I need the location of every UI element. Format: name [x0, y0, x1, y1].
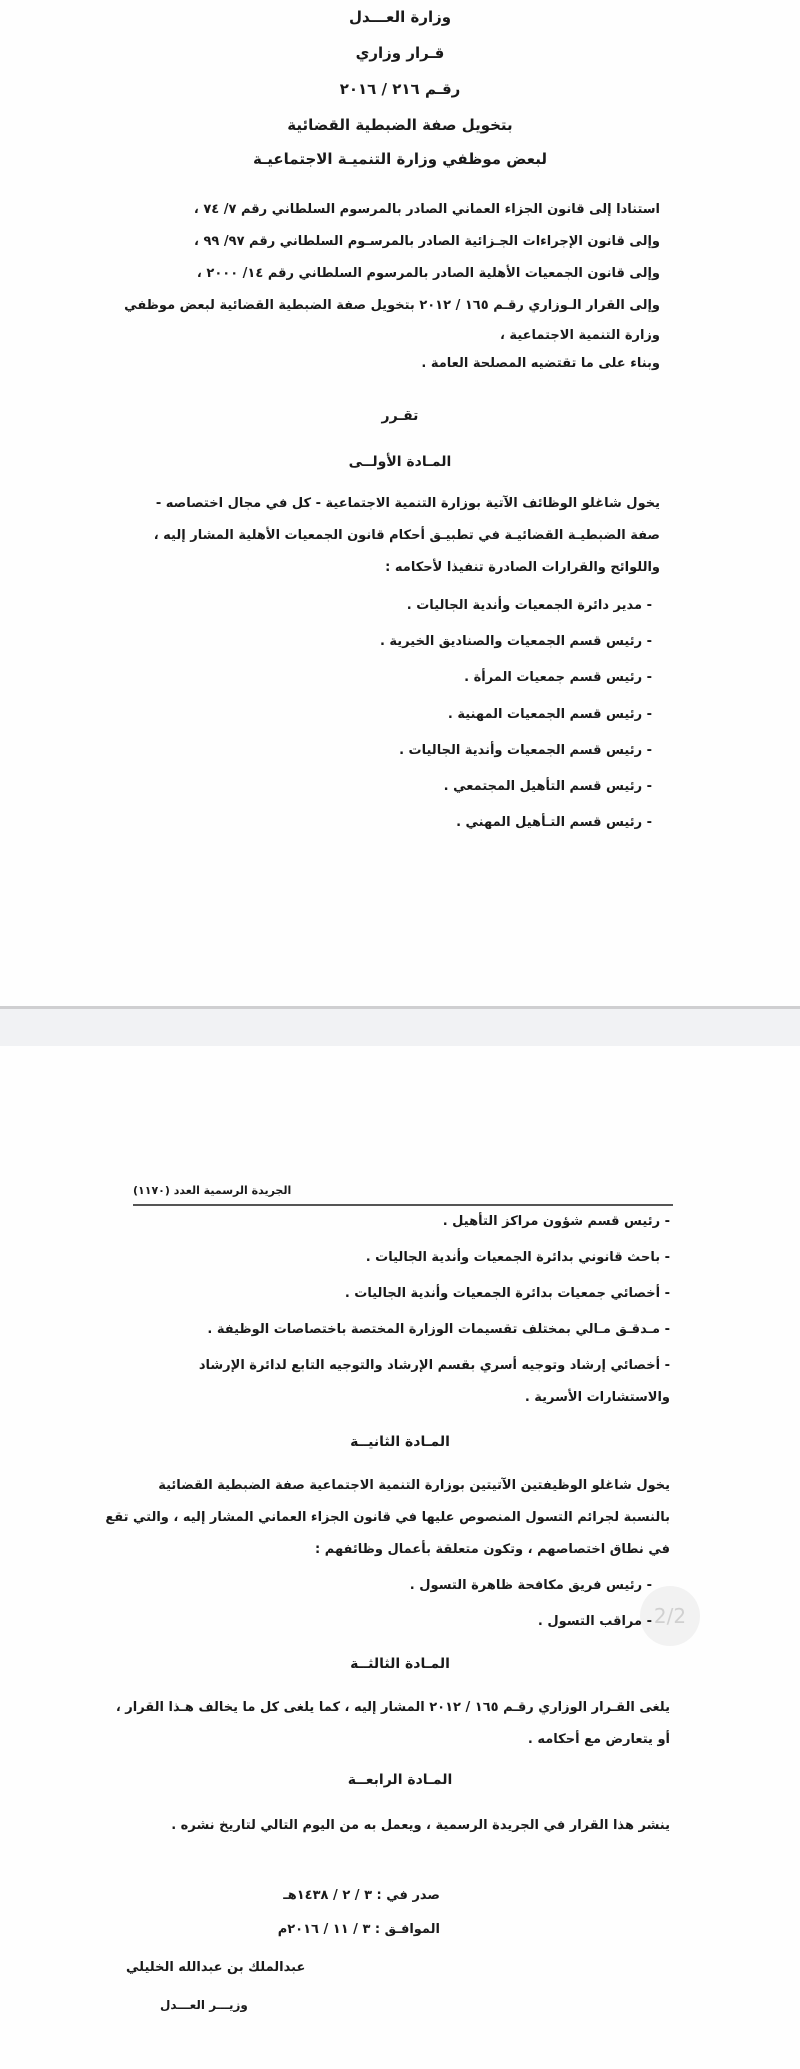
article-1-title: المـادة الأولــى [348, 454, 452, 470]
article-3-title: المـادة الثالثــة [350, 1656, 450, 1672]
article-3-body-line: يلغى القـرار الوزاري رقـم ١٦٥ / ٢٠١٢ المشار إليه ، كما يلغى كل ما يخالف هـذا القرار ، [115, 1700, 670, 1715]
header-rule [133, 1204, 673, 1206]
preamble-line: وزارة التنمية الاجتماعية ، [499, 328, 660, 343]
signatory-name: عبدالملك بن عبدالله الخليلي [126, 1960, 306, 1975]
list-item: - مـدقـق مـالي بمختلف تقسيمات الوزارة المختصة باختصاصات الوظيفة . [207, 1322, 670, 1337]
article-3-body-line: أو يتعارض مع أحكامه . [527, 1732, 670, 1747]
preamble-line: وإلى قانون الجمعيات الأهلية الصادر بالمرسوم السلطاني رقم ١٤/ ٢٠٠٠ ، [196, 266, 660, 281]
decision-type: قـرار وزاري [355, 44, 445, 62]
decides-heading: تقـرر [381, 408, 419, 424]
issued-date-hijri: صدر في : ٣ / ٢ / ١٤٣٨هـ [283, 1888, 440, 1903]
document-page-1 [0, 0, 800, 1006]
list-item: - أخصائي إرشاد وتوجيه أسري بقسم الإرشاد والتوجيه التابع لدائرة الإرشاد [198, 1358, 670, 1373]
article-4-body-line: ينشر هذا القرار في الجريدة الرسمية ، ويعمل به من اليوم التالي لتاريخ نشره . [171, 1818, 670, 1833]
list-item: - رئيس فريق مكافحة ظاهرة التسول . [409, 1578, 652, 1593]
list-item: - رئيس قسم شؤون مراكز التأهيل . [442, 1214, 670, 1229]
preamble-line: وبناء على ما تقتضيه المصلحة العامة . [421, 356, 660, 371]
article-2-title: المـادة الثانيــة [350, 1434, 450, 1450]
decision-number: رقـم ٢١٦ / ٢٠١٦ [339, 80, 461, 98]
article-2-body-line: يخول شاغلو الوظيفتين الآتيتين بوزارة التنمية الاجتماعية صفة الضبطية القضائية [158, 1478, 670, 1493]
preamble-line: وإلى القرار الـوزاري رقـم ١٦٥ / ٢٠١٢ بتخويل صفة الضبطية القضائية لبعض موظفي [124, 298, 660, 313]
list-item: - رئيس قسم الجمعيات وأندية الجاليات . [399, 743, 652, 758]
list-item-continuation: والاستشارات الأسرية . [524, 1390, 670, 1405]
list-item: - مراقب التسول . [537, 1614, 652, 1629]
gazette-header: الجريدة الرسمية العدد (١١٧٠) [133, 1184, 292, 1197]
ministry-name: وزارة العـــدل [348, 8, 452, 26]
article-1-body-line: واللوائح والقرارات الصادرة تنفيذا لأحكامه : [385, 560, 660, 575]
issued-date-gregorian: الموافـق : ٣ / ١١ / ٢٠١٦م [277, 1922, 440, 1937]
article-4-title: المـادة الرابعــة [347, 1772, 453, 1788]
article-2-body-line: بالنسبة لجرائم التسول المنصوص عليها في قانون الجزاء العماني المشار إليه ، والتي تقع [105, 1510, 670, 1525]
list-item: - رئيس قسم التأهيل المجتمعي . [443, 779, 652, 794]
list-item: - رئيس قسم التـأهيل المهني . [456, 815, 652, 830]
article-2-body-line: في نطاق اختصاصهم ، وتكون متعلقة بأعمال وظائفهم : [315, 1542, 670, 1557]
article-1-body-line: يخول شاغلو الوظائف الآتية بوزارة التنمية الاجتماعية - كل في مجال اختصاصه - [155, 496, 660, 511]
signatory-title: وزيـــر العـــدل [160, 1998, 248, 2012]
list-item: - رئيس قسم الجمعيات والصناديق الخيرية . [379, 634, 652, 649]
list-item: - رئيس قسم الجمعيات المهنية . [447, 707, 652, 722]
list-item: - باحث قانوني بدائرة الجمعيات وأندية الجاليات . [365, 1250, 670, 1265]
list-item: - أخصائي جمعيات بدائرة الجمعيات وأندية الجاليات . [344, 1286, 670, 1301]
title-line-1: بتخويل صفة الضبطية القضائية [287, 116, 513, 134]
page-separator [0, 1006, 800, 1046]
list-item: - مدير دائرة الجمعيات وأندية الجاليات . [406, 598, 652, 613]
preamble-line: استنادا إلى قانون الجزاء العماني الصادر بالمرسوم السلطاني رقم ٧/ ٧٤ ، [193, 202, 660, 217]
page-indicator-badge: 2/2 [640, 1586, 700, 1646]
list-item: - رئيس قسم جمعيات المرأة . [464, 670, 652, 685]
document-page-2 [0, 1046, 800, 2069]
article-1-body-line: صفة الضبطيـة القضائيـة في تطبيـق أحكام قانون الجمعيات الأهلية المشار إليه ، [153, 528, 660, 543]
preamble-line: وإلى قانون الإجراءات الجـزائية الصادر بالمرسـوم السلطاني رقم ٩٧/ ٩٩ ، [194, 234, 660, 249]
title-line-2: لبعض موظفي وزارة التنميـة الاجتماعيـة [253, 150, 547, 168]
